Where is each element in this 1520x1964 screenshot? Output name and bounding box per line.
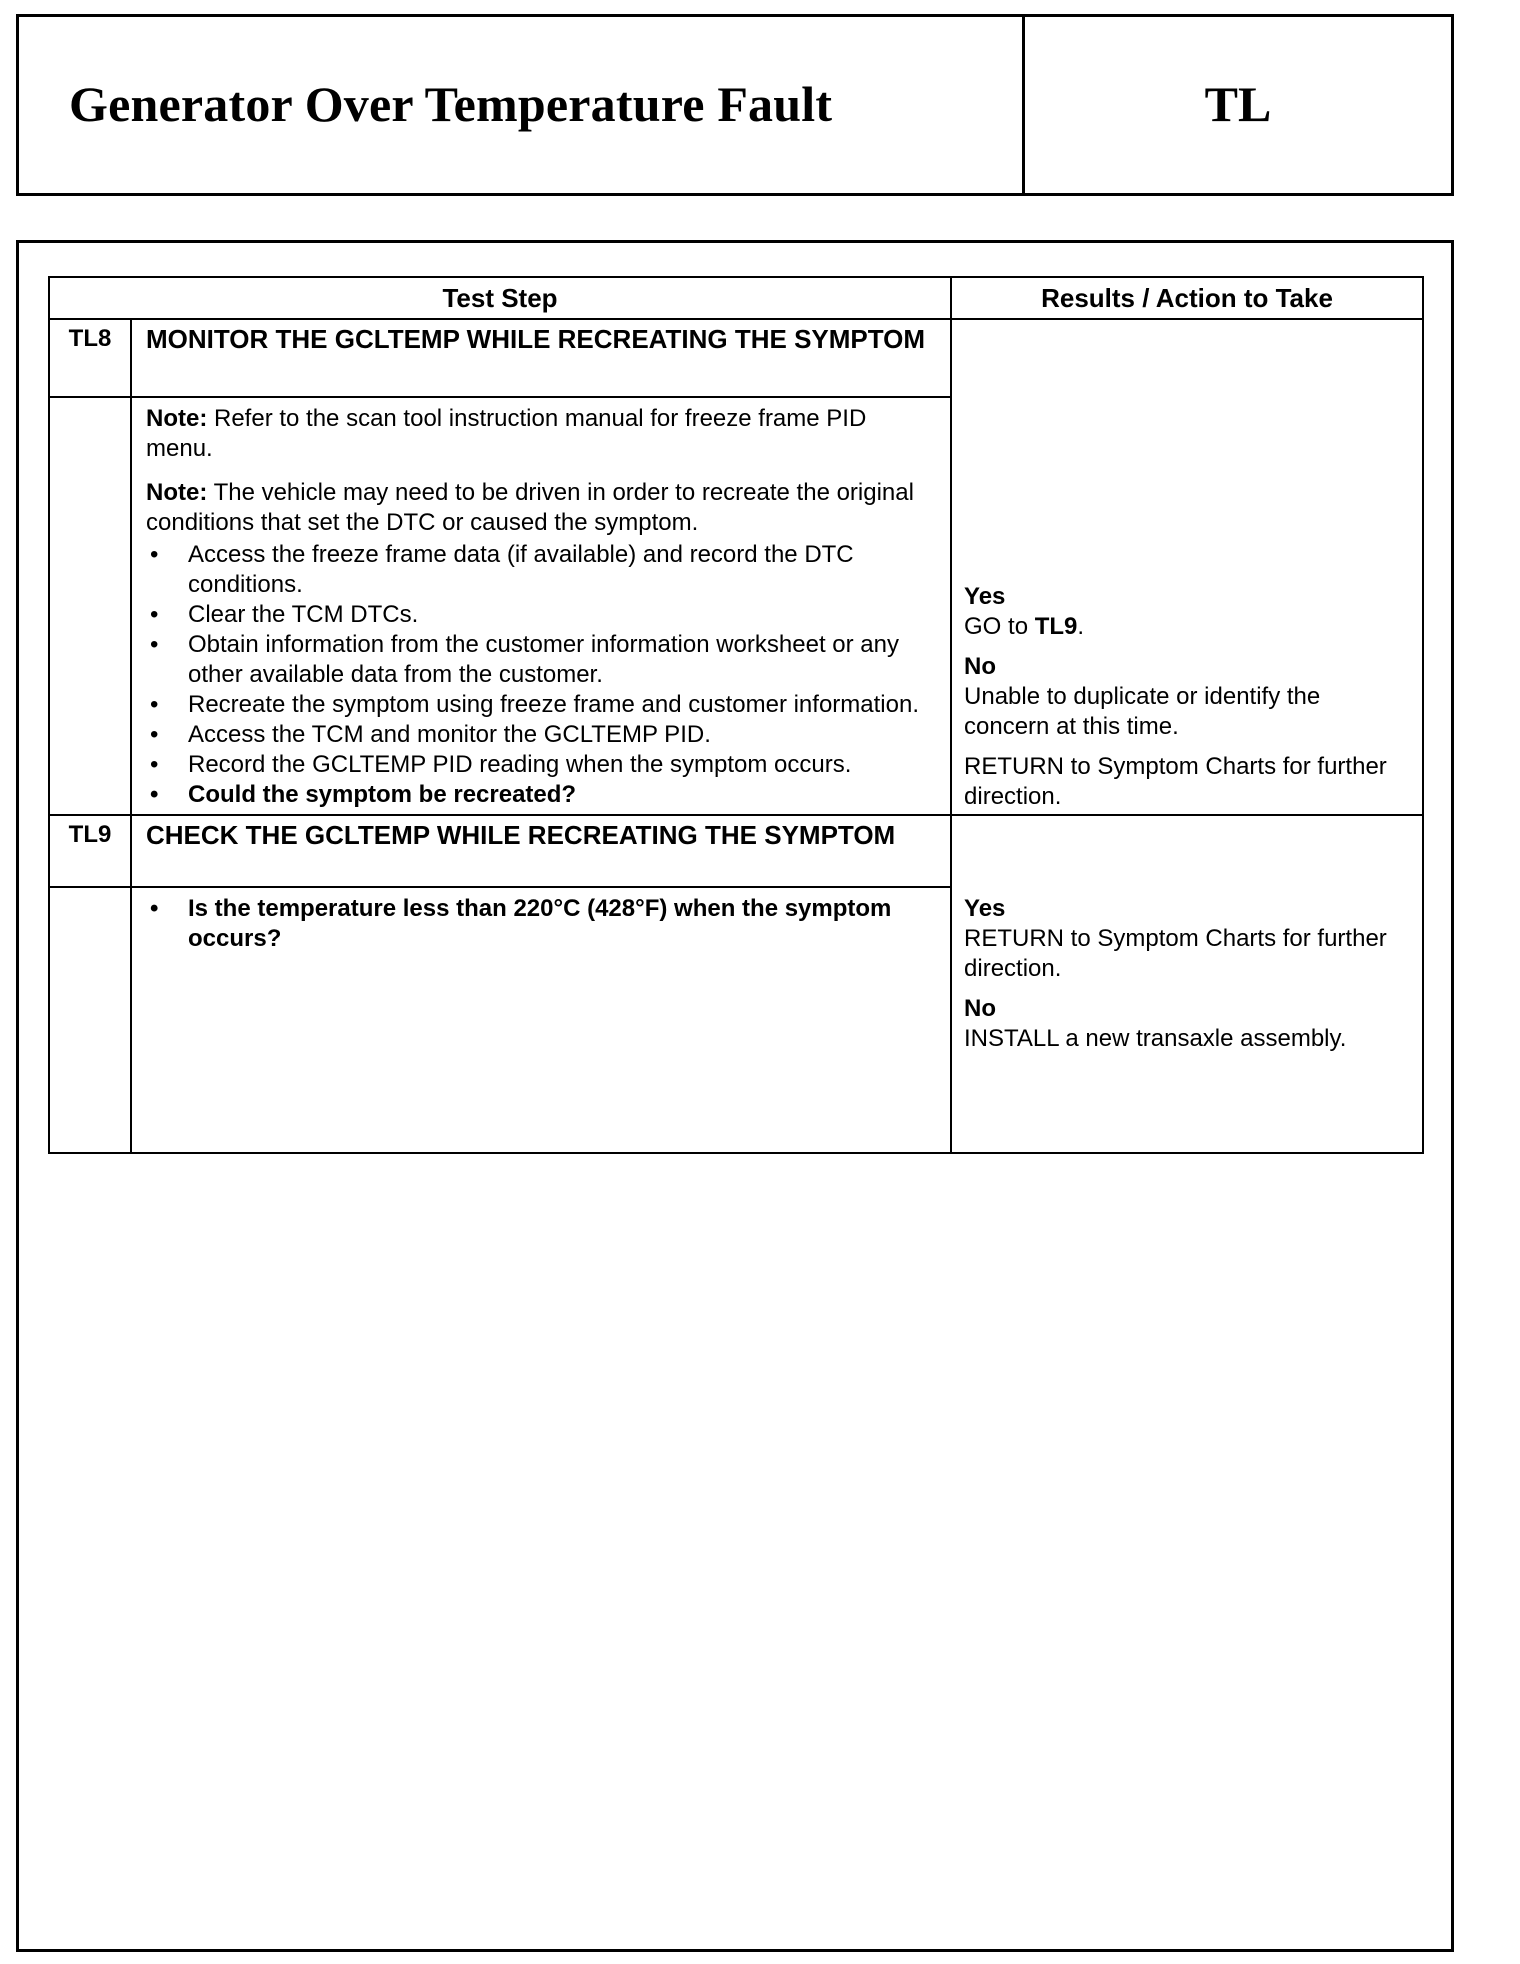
step-bullets	[146, 894, 936, 954]
result-yes-text: RETURN to Symptom Charts for further direction.	[964, 925, 1387, 982]
result-yes-label: Yes	[964, 895, 1006, 922]
step-id-spacer	[49, 887, 131, 1153]
title-cell	[19, 17, 1025, 193]
list-item: • Clear the TCM DTCs.	[188, 600, 936, 630]
result-yes-prefix: GO to	[964, 613, 1035, 640]
result-no-action: RETURN to Symptom Charts for further direction.	[964, 753, 1387, 810]
table-header-row	[49, 277, 1423, 319]
note-1	[146, 404, 936, 464]
table-row	[49, 815, 1423, 887]
section-code: TL	[1204, 76, 1272, 132]
list-item: • Recreate the symptom using freeze frame and customer information.	[188, 690, 936, 720]
step-question: • Could the symptom be recreated?	[188, 780, 936, 810]
diagnostic-table	[48, 276, 1424, 1154]
result-yes-suffix: .	[1077, 613, 1085, 640]
step-id-spacer	[49, 397, 131, 815]
list-item: • Record the GCLTEMP PID reading when the symptom occurs.	[188, 750, 936, 780]
note-label: Note:	[146, 405, 208, 432]
result-no-label: No	[964, 653, 997, 680]
result-no-text: Unable to duplicate or identify the concern at this time.	[964, 683, 1321, 740]
list-item: • Access the freeze frame data (if available) and record the DTC conditions.	[188, 540, 936, 600]
page-header	[16, 14, 1454, 196]
list-item: • Obtain information from the customer information worksheet or any other available data from the customer.	[188, 630, 936, 690]
table-row	[49, 319, 1423, 397]
step-id: TL8	[49, 319, 131, 397]
note-label: Note:	[146, 479, 208, 506]
result-no-text: INSTALL a new transaxle assembly.	[964, 1025, 1347, 1052]
step-results	[951, 815, 1423, 1153]
step-bullets	[146, 540, 936, 810]
result-yes-text	[964, 612, 1410, 642]
step-results	[951, 319, 1423, 815]
result-no-label: No	[964, 995, 997, 1022]
step-title: CHECK THE GCLTEMP WHILE RECREATING THE SYMPTOM	[131, 815, 951, 887]
result-yes-ref: TL9	[1034, 613, 1078, 640]
step-id: TL9	[49, 815, 131, 887]
header-test-step: Test Step	[49, 277, 951, 319]
list-item: • Access the TCM and monitor the GCLTEMP PID.	[188, 720, 936, 750]
note-2	[146, 478, 936, 538]
header-results: Results / Action to Take	[951, 277, 1423, 319]
step-title: MONITOR THE GCLTEMP WHILE RECREATING THE SYMPTOM	[131, 319, 951, 397]
page-title: Generator Over Temperature Fault	[69, 76, 833, 132]
step-body	[131, 397, 951, 815]
note-text: Refer to the scan tool instruction manual for freeze frame PID menu.	[146, 405, 867, 462]
result-yes-label: Yes	[964, 583, 1006, 610]
note-text: The vehicle may need to be driven in order to recreate the original conditions that set the DTC or caused the symptom.	[146, 479, 914, 536]
step-body	[131, 887, 951, 1153]
code-cell	[1025, 17, 1451, 193]
step-question: • Is the temperature less than 220°C (428°F) when the symptom occurs?	[188, 894, 936, 954]
